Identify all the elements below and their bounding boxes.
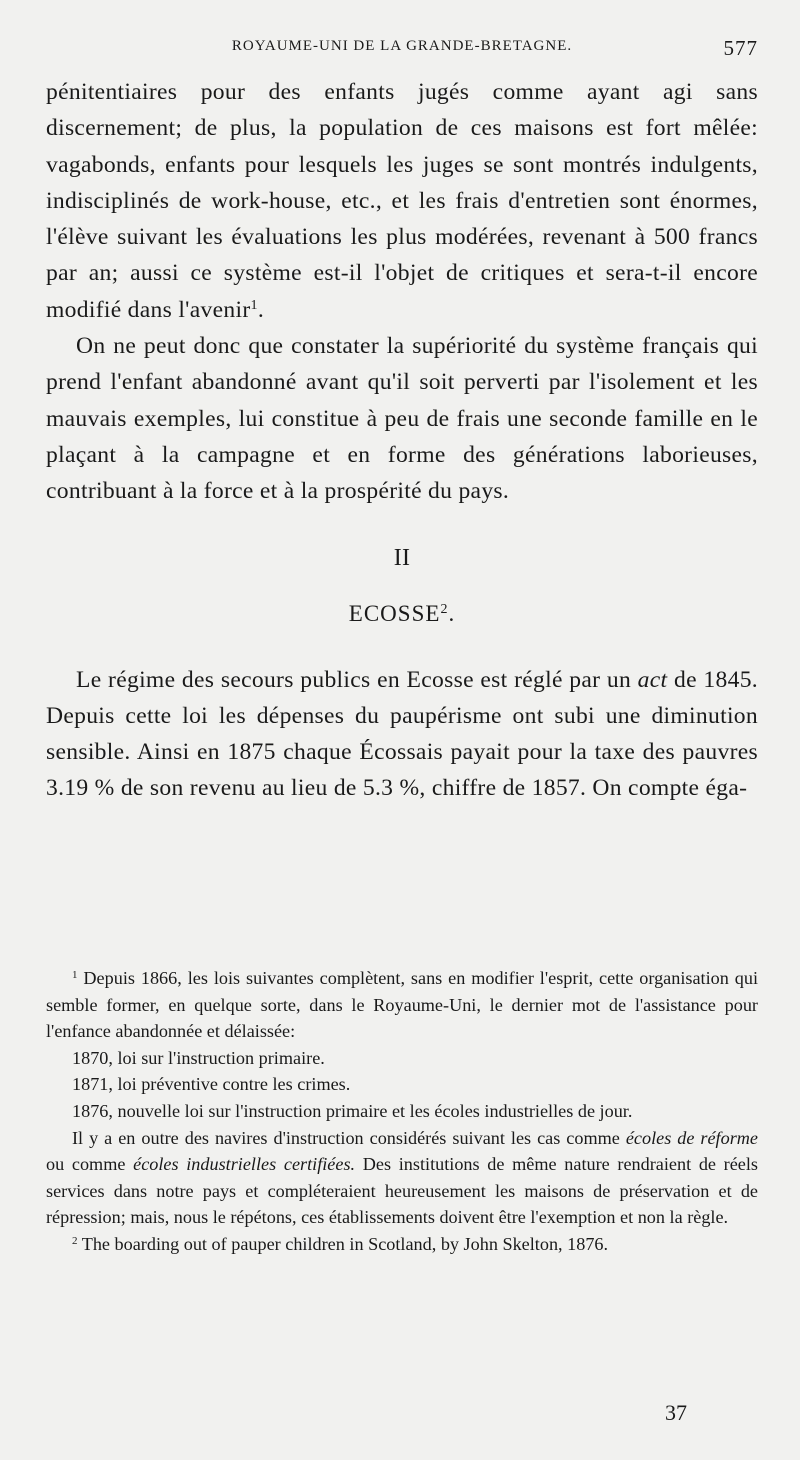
section-title-end: . xyxy=(448,600,456,626)
section-title-text: ECOSSE xyxy=(348,600,441,626)
ships-mid: ou comme xyxy=(46,1154,126,1175)
ships-italic-1: écoles de réforme xyxy=(625,1127,758,1148)
ships-start: Il y a en outre des navires d'instruction considérés suivant les cas comme xyxy=(72,1127,620,1148)
footnote-1-mark: 1 xyxy=(72,969,78,981)
running-head: ROYAUME-UNI DE LA GRANDE-BRETAGNE. xyxy=(231,38,573,54)
footnote-1-text: Depuis 1866, les lois suivantes complètent, sans en modifier l'esprit, cette organisation qui semble former, en quelque sorte, dans le Royaume-Uni, le dernier mot de l'assistance pour l'enfance abandonnée et délaissée: xyxy=(46,968,758,1042)
footnote-ref-1: 1 xyxy=(250,297,258,313)
footnote-2-mark: 2 xyxy=(72,1234,78,1247)
ships-italic-2: écoles industrielles certifiées. xyxy=(133,1154,356,1175)
law-1871: 1871, loi préventive contre les crimes. xyxy=(72,1074,351,1095)
paragraph-1-end: . xyxy=(257,296,265,323)
footnotes xyxy=(46,965,758,1258)
law-1870: 1870, loi sur l'instruction primaire. xyxy=(72,1047,325,1068)
section-number: II xyxy=(393,544,411,571)
footnote-1 xyxy=(46,965,758,1045)
paragraph-1-text: pénitentiaires pour des enfants jugés comme ayant agi sans discernement; de plus, la population de ces maisons est fort mêlée: vagabonds, enfants pour lesquels les juges se sont montrés indulgents, indisciplinés de work-house, etc., et les frais d'entretien sont énormes, l'élève suivant les évaluations les plus modérées, revenant à 500 francs par an; aussi ce système est-il l'objet de critiques et sera-t-il encore modifié dans l'avenir xyxy=(46,79,758,323)
section-title xyxy=(46,596,758,632)
page-header xyxy=(46,36,758,62)
paragraph-1 xyxy=(46,74,758,328)
paragraph-3-italic: act xyxy=(637,666,668,693)
footnote-2-text: The boarding out of pauper children in Scotland, by John Skelton, 1876. xyxy=(81,1233,609,1254)
footnote-ships xyxy=(46,1125,758,1231)
footnote-ref-2: 2 xyxy=(440,601,449,617)
main-text xyxy=(46,74,758,807)
paragraph-2: On ne peut donc que constater la supériorité du système français qui prend l'enfant abandonné avant qu'il soit perverti par l'isolement et les mauvais exemples, lui constitue à peu de frais une seconde famille en le plaçant à la campagne et en forme des générations laborieuses, contribuant à la force et à la prospérité du pays. xyxy=(46,333,758,505)
law-1876: 1876, nouvelle loi sur l'instruction primaire et les écoles industrielles de jour. xyxy=(72,1100,633,1121)
signature-mark: 37 xyxy=(665,1400,687,1425)
footnote-2 xyxy=(46,1231,758,1258)
paragraph-3 xyxy=(46,662,758,807)
paragraph-3-rest: de 1845. Depuis cette loi les dépenses du paupérisme ont subi une diminution sensible. Ainsi en 1875 chaque Écossais payait pour la taxe des pauvres 3.19 % de son revenu au lieu de 5.3 %, chiffre de 1857. On compte éga- xyxy=(46,666,759,802)
ships-rest: Des institutions de même nature rendraient de réels services dans notre pays et compléteraient heureusement les maisons de préservation et de répression; mais, nous le répétons, ces établissements doivent être l'exemption et non la règle. xyxy=(46,1154,759,1228)
paragraph-3-start: Le régime des secours publics en Ecosse est réglé par un xyxy=(76,666,632,693)
page-number: 577 xyxy=(723,36,758,60)
